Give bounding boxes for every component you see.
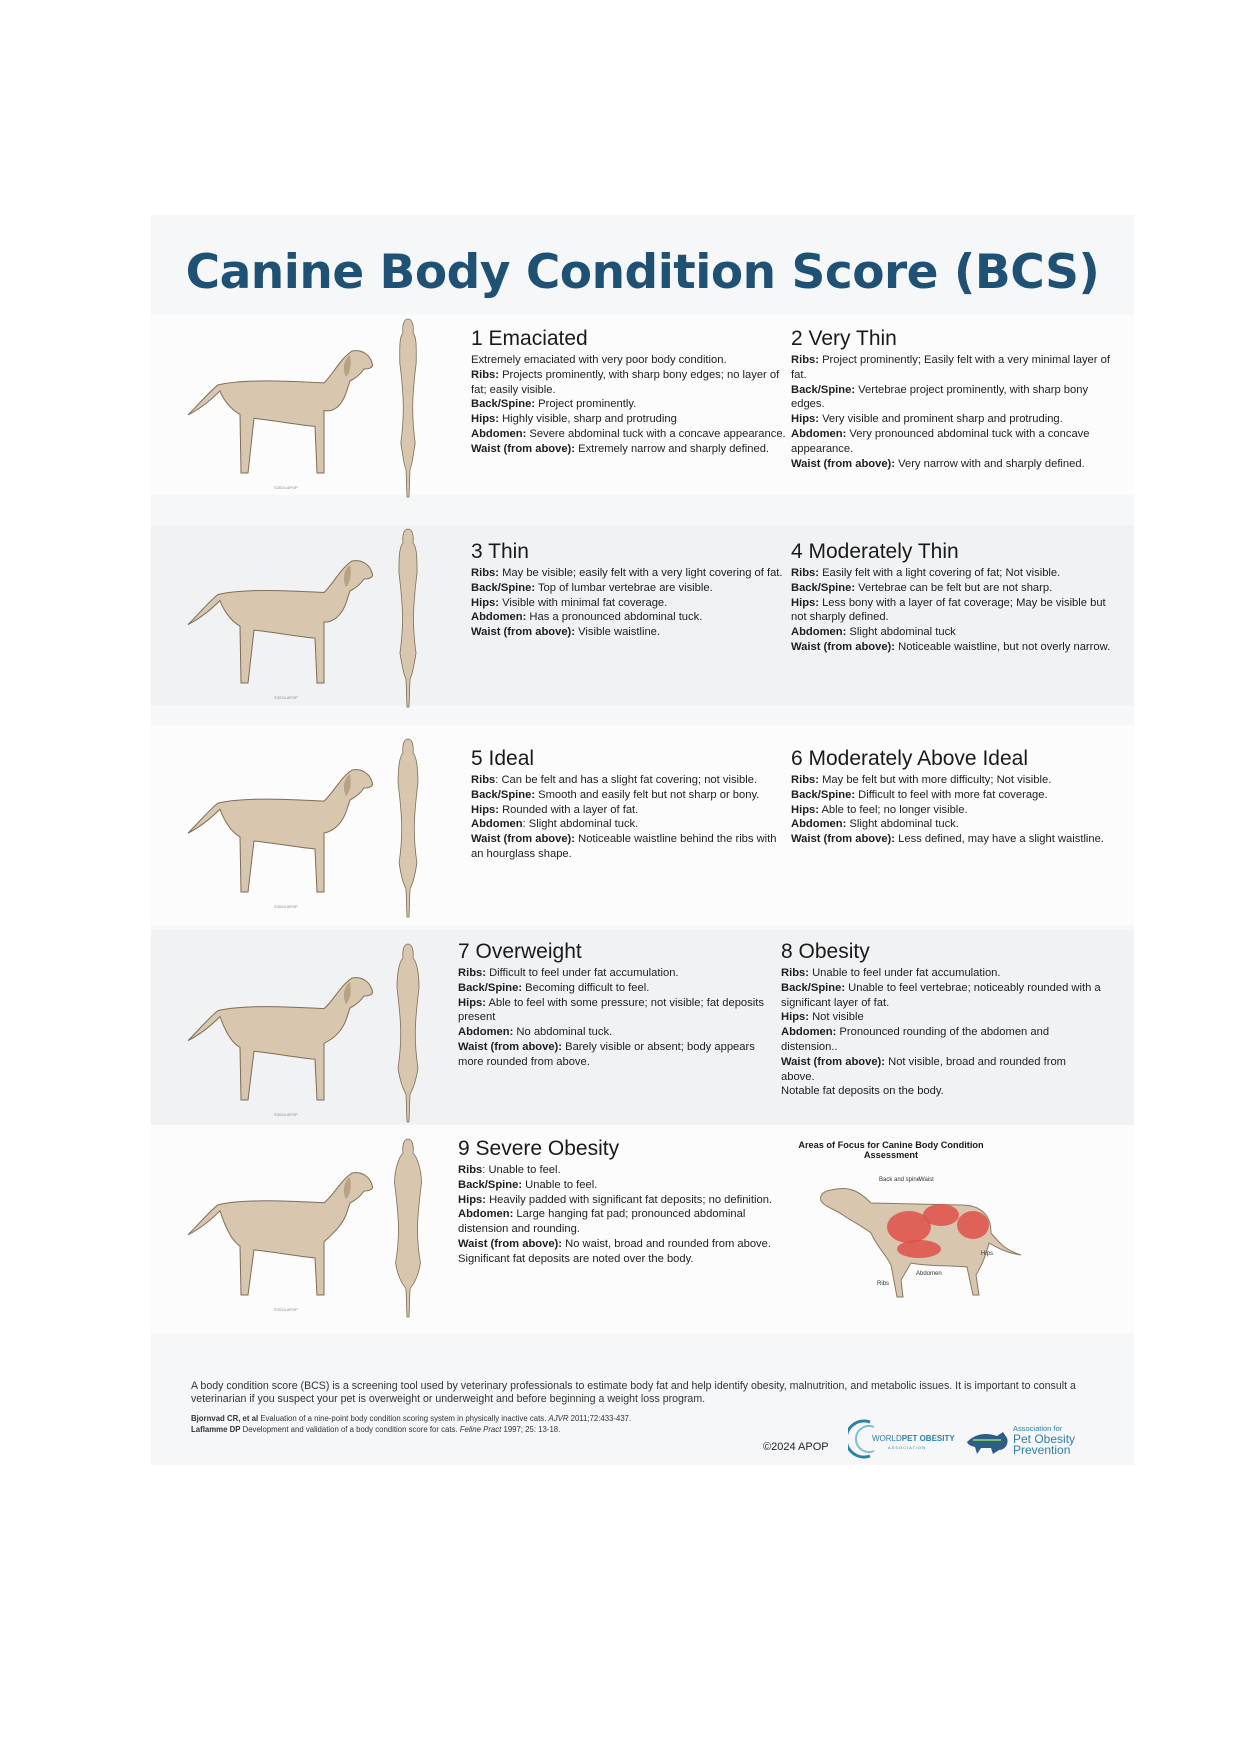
criterion-label: Back/Spine: [471, 581, 536, 594]
criterion-label: Ribs: [471, 368, 499, 381]
criterion-label: Hips: [791, 803, 819, 816]
score-block [791, 540, 1111, 655]
apop-logo [963, 1420, 1103, 1458]
score-block [791, 327, 1111, 471]
criterion-text: Unable to feel vertebrae; noticeably rounded with a significant layer of fat. [781, 981, 1101, 1009]
criterion-label: Waist (from above): [791, 640, 896, 653]
ref-text: Evaluation of a nine-point body condition scoring system in physically inactive cats. [258, 1414, 549, 1423]
references [191, 1413, 751, 1435]
dog-top-illustration [388, 525, 428, 710]
criterion-text: Very pronounced abdominal tuck with a concave appearance. [791, 427, 1090, 455]
score-heading: 5 Ideal [471, 747, 535, 770]
score-description [471, 353, 791, 457]
score-block [471, 540, 791, 640]
criterion-label: Ribs [471, 774, 496, 786]
svg-text:WORLDPET OBESITY [872, 1434, 955, 1443]
criterion-label: Back/Spine: [781, 981, 846, 994]
criterion-text: Highly visible, sharp and protruding [498, 413, 677, 426]
criterion-label: Waist (from above): [791, 833, 896, 846]
focus-areas-figure [791, 1140, 1021, 1305]
criterion-label: Ribs: [781, 967, 809, 979]
criterion-label: Ribs [458, 1164, 483, 1176]
criterion-text: Projects prominently, with sharp bony edges; no layer of fat; easily visible. [471, 368, 780, 396]
score-heading: 6 Moderately Above Ideal [791, 747, 1028, 770]
criterion-label: Ribs: [791, 774, 819, 786]
dog-body [397, 944, 419, 1122]
focus-label: Abdomen [916, 1271, 942, 1277]
criterion-label: Waist (from above): [471, 442, 576, 455]
score-description [458, 966, 778, 1070]
criterion-text: Easily felt with a light covering of fat; Not visible. [818, 567, 1061, 579]
row-4 [151, 930, 1134, 1125]
criterion-label: Back/Spine: [471, 788, 536, 801]
score-block [781, 940, 1101, 1099]
criterion-text: Noticeable waistline, but not overly narrow. [895, 640, 1111, 653]
score-description [471, 773, 791, 862]
criterion-label: Ribs: [791, 354, 819, 366]
dog-body [188, 561, 373, 683]
dog-body [399, 529, 417, 707]
criterion-text: Vertebrae project prominently, with sharp bony edges. [791, 383, 1089, 411]
criterion-text: Has a pronounced abdominal tuck. [526, 611, 703, 624]
criterion-text: Not visible, broad and rounded from above. [781, 1055, 1066, 1083]
criterion-text: Able to feel with some pressure; not visible; fat deposits present [458, 996, 764, 1024]
criterion-label: Hips: [781, 1011, 809, 1024]
dog-top-illustration [388, 1135, 428, 1320]
dog-top-illustration [388, 940, 428, 1125]
focus-label: Back and spine [879, 1177, 921, 1183]
criterion-label: Waist (from above): [458, 1237, 563, 1250]
dog-body [188, 978, 373, 1100]
dog-top-illustration [388, 735, 428, 920]
score-heading: 7 Overweight [458, 940, 582, 963]
focus-title: Areas of Focus for Canine Body Condition Assessment [798, 1140, 984, 1160]
criterion-text: : Can be felt and has a slight fat covering; not visible. [495, 774, 758, 786]
dog-body [398, 739, 418, 917]
row-5 [151, 1125, 1134, 1333]
criterion-text: Heavily padded with significant fat deposits; no definition. [485, 1193, 773, 1206]
focus-waist-area [923, 1204, 959, 1226]
ref-author: Bjornvad CR, et al [191, 1414, 259, 1423]
criterion-label: Hips: [471, 413, 499, 426]
criterion-text: Extremely narrow and sharply defined. [575, 442, 770, 455]
criterion-label: Ribs: [791, 567, 819, 579]
score-description [471, 566, 791, 640]
reference [191, 1424, 751, 1435]
criterion-label: Hips: [471, 803, 499, 816]
illustration-mark: ©2024 APOP [274, 695, 298, 700]
focus-abdomen-area [897, 1240, 941, 1258]
criterion-text: Smooth and easily felt but not sharp or bony. [535, 788, 760, 801]
criterion-text: Pronounced rounding of the abdomen and distension.. [781, 1026, 1050, 1053]
criterion-label: Abdomen: [471, 427, 527, 440]
bcs-footnote: A body condition score (BCS) is a screening tool used by veterinary professionals to estimate body fat and help identify obesity, malnutrition, and metabolic issues. It is important to consult a veterinarian if you suspect your pet is overweight or underweight and before beginning a weight loss program. [191, 1380, 1076, 1405]
illustration-mark: ©2024 APOP [274, 1112, 298, 1117]
score-description [791, 566, 1111, 655]
logo-text: Prevention [1013, 1443, 1071, 1457]
criterion-label: Waist (from above): [458, 1040, 563, 1053]
criterion-text: Unable to feel. [522, 1178, 598, 1191]
criterion-text: No waist, broad and rounded from above. [562, 1237, 771, 1250]
criterion-text: Slight abdominal tuck. [846, 818, 959, 831]
criterion-text: Visible waistline. [575, 626, 660, 639]
criterion-text: Very narrow with and sharply defined. [895, 457, 1085, 470]
criterion-label: Back/Spine: [471, 398, 536, 411]
criterion-label: Waist (from above): [791, 457, 896, 470]
dog-side-illustration [174, 1145, 384, 1315]
criterion-text: No abdominal tuck. [513, 1026, 613, 1039]
row-2 [151, 525, 1134, 705]
criterion-text: : Slight abdominal tuck. [522, 818, 639, 831]
score-block [458, 940, 778, 1070]
score-heading: 3 Thin [471, 540, 529, 563]
criterion-label: Abdomen: [791, 818, 847, 831]
criterion-text: Vertebrae can be felt but are not sharp. [855, 581, 1053, 594]
ref-journal: AJVR [548, 1414, 569, 1423]
dog-side-illustration [174, 323, 384, 493]
bcs-poster [151, 215, 1134, 1465]
row-3 [151, 725, 1134, 925]
criterion-label: Waist (from above): [471, 626, 576, 639]
dog-body [188, 351, 373, 473]
ref-tail: 2011;72:433-437. [568, 1414, 632, 1423]
criterion-text: Not visible [808, 1011, 864, 1024]
focus-dog-diagram [791, 1155, 1021, 1305]
copyright: ©2024 APOP [763, 1441, 829, 1453]
illustration-mark: ©2024 APOP [274, 485, 298, 490]
row-1 [151, 315, 1134, 495]
score-note: Significant fat deposits are noted over the body. [458, 1252, 694, 1265]
criterion-label: Hips: [458, 1193, 486, 1206]
criterion-text: Project prominently. [535, 398, 637, 411]
criterion-label: Abdomen: [791, 626, 847, 639]
criterion-label: Hips: [791, 596, 819, 609]
criterion-text: : Unable to feel. [482, 1164, 561, 1176]
dog-body [400, 319, 417, 497]
dog-top-illustration [388, 315, 428, 500]
criterion-text: Difficult to feel with more fat coverage. [855, 788, 1048, 801]
criterion-text: Very visible and prominent sharp and protruding. [818, 413, 1063, 426]
criterion-label: Hips: [471, 596, 499, 609]
score-block [471, 747, 791, 862]
criterion-label: Hips: [791, 413, 819, 426]
page-title: Canine Body Condition Score (BCS) [185, 245, 1100, 300]
criterion-text: Becoming difficult to feel. [522, 981, 650, 994]
focus-label: Waist [919, 1177, 934, 1183]
illustration-mark: ©2024 APOP [274, 904, 298, 909]
score-block [458, 1137, 778, 1267]
score-block [471, 327, 791, 457]
criterion-text: Severe abdominal tuck with a concave appearance. [526, 427, 786, 440]
criterion-text: Less defined, may have a slight waistline. [895, 833, 1104, 846]
criterion-label: Abdomen [471, 818, 523, 831]
criterion-label: Abdomen: [458, 1208, 514, 1221]
ref-text: Development and validation of a body condition score for cats. [240, 1425, 460, 1434]
score-heading: 9 Severe Obesity [458, 1137, 620, 1160]
criterion-label: Waist (from above): [471, 833, 576, 846]
world-pet-obesity-logo [848, 1416, 960, 1461]
score-description [781, 966, 1101, 1099]
criterion-text: May be visible; easily felt with a very light covering of fat. [498, 567, 783, 579]
dog-body [188, 1173, 373, 1295]
criterion-text: Project prominently; Easily felt with a very minimal layer of fat. [791, 354, 1110, 381]
criterion-label: Back/Spine: [791, 383, 856, 396]
ref-author: Laflamme DP [191, 1425, 241, 1434]
dog-body [395, 1139, 422, 1317]
criterion-text: Unable to feel under fat accumulation. [808, 967, 1001, 979]
score-heading: 4 Moderately Thin [791, 540, 959, 563]
criterion-label: Abdomen: [781, 1026, 837, 1039]
criterion-label: Ribs: [471, 567, 499, 579]
score-description [791, 353, 1111, 471]
dog-side-illustration [174, 742, 384, 912]
score-intro: Extremely emaciated with very poor body condition. [471, 354, 727, 366]
criterion-label: Abdomen: [791, 427, 847, 440]
criterion-text: Barely visible or absent; body appears more rounded from above. [458, 1040, 755, 1068]
criterion-text: Able to feel; no longer visible. [818, 803, 968, 816]
ref-journal: Feline Pract [459, 1425, 502, 1434]
logo-text: PET OBESITY [901, 1434, 955, 1443]
score-description [791, 773, 1111, 847]
score-heading: 1 Emaciated [471, 327, 588, 350]
score-block [791, 747, 1111, 847]
criterion-text: Slight abdominal tuck [846, 626, 956, 639]
criterion-text: Visible with minimal fat coverage. [498, 596, 668, 609]
criterion-text: Rounded with a layer of fat. [498, 803, 639, 816]
criterion-label: Ribs: [458, 967, 486, 979]
score-heading: 8 Obesity [781, 940, 870, 963]
ref-tail: 1997; 25: 13-18. [501, 1425, 561, 1434]
criterion-text: Top of lumbar vertebrae are visible. [535, 581, 713, 594]
dog-body [188, 770, 373, 892]
logo-text: Pet Obesity [1013, 1432, 1076, 1446]
criterion-label: Hips: [458, 996, 486, 1009]
criterion-text: Difficult to feel under fat accumulation. [485, 967, 679, 979]
focus-label: Hips [981, 1251, 994, 1257]
criterion-label: Back/Spine: [791, 581, 856, 594]
criterion-label: Abdomen: [458, 1026, 514, 1039]
dog-side-illustration [174, 950, 384, 1120]
criterion-text: Large hanging fat pad; pronounced abdominal distension and rounding. [458, 1208, 746, 1236]
criterion-text: Less bony with a layer of fat coverage; May be visible but not sharply defined. [791, 596, 1106, 624]
criterion-label: Back/Spine: [791, 788, 856, 801]
criterion-label: Back/Spine: [458, 1178, 523, 1191]
criterion-text: May be felt but with more difficulty; Not visible. [818, 774, 1052, 786]
focus-hips-area [957, 1211, 989, 1239]
criterion-label: Waist (from above): [781, 1055, 886, 1068]
logo-text: WORLD [872, 1434, 902, 1443]
score-note: Notable fat deposits on the body. [781, 1085, 944, 1098]
logo-text: Association for [1013, 1424, 1063, 1433]
focus-label: Ribs [877, 1281, 890, 1287]
criterion-label: Abdomen: [471, 611, 527, 624]
reference [191, 1413, 751, 1424]
dog-side-illustration [174, 533, 384, 703]
score-heading: 2 Very Thin [791, 327, 897, 350]
logo-text: ASSOCIATION [888, 1445, 927, 1450]
criterion-label: Back/Spine: [458, 981, 523, 994]
criterion-text: Noticeable waistline behind the ribs with an hourglass shape. [471, 833, 777, 860]
illustration-mark: ©2024 APOP [274, 1307, 298, 1312]
score-description [458, 1163, 778, 1267]
